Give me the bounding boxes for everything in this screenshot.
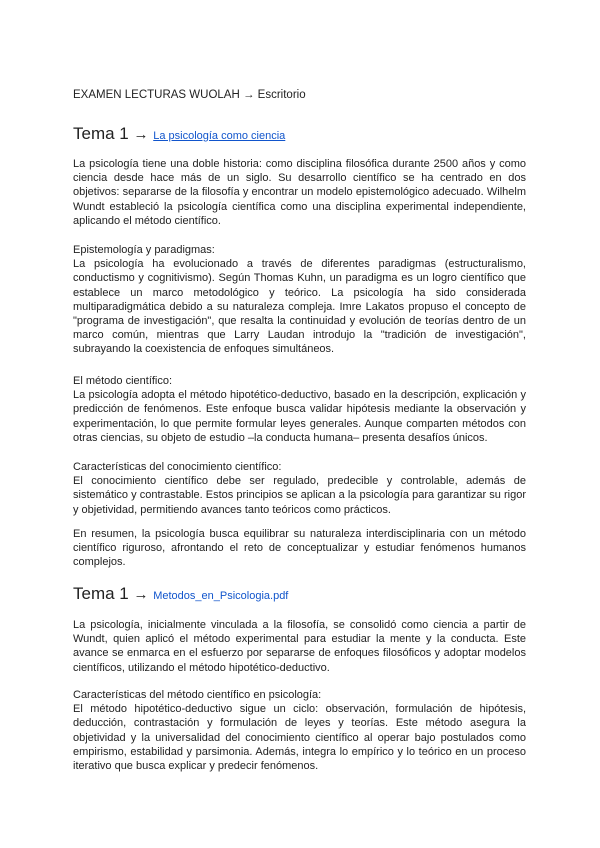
section2-caracteristicas-text: El método hipotético-deductivo sigue un ciclo: observación, formulación de hipótesis, deducción, contrastación y formulación de leyes y teorías. Este método asegura la objetividad y la universalidad del conocimiento científico al operar bajo postulados como empirismo, estabilidad y parsimonia. Además, integra lo empírico y lo teórico en un proceso iterativo que busca explicar y predecir fenómenos. <box>73 703 526 773</box>
section1-tema-label: Tema 1 <box>73 124 129 143</box>
epistemologia-text: La psicología ha evolucionado a través de diferentes paradigmas (estructuralismo, conductismo y cognitivismo). Según Thomas Kuhn, un paradigma es un logro científico que establece un marco metodológico y teórico. La psicología ha sido considerada multiparadigmática debido a su naturaleza compleja. Imre Lakatos propuso el concepto de "programa de investigación", que resalta la continuidad y evolución de teorías dentro de un marco común, mientras que Larry Laudan introdujo la "tradición de investigación", subrayando la coexistencia de enfoques simultáneos. <box>73 258 526 356</box>
section1-arrow: → <box>133 126 149 143</box>
section1-epistemologia <box>73 243 526 357</box>
section2-heading <box>73 584 288 604</box>
section1-resumen: En resumen, la psicología busca equilibrar su naturaleza interdisciplinaria con un método científico riguroso, afrontando el reto de conceptualizar y estudiar fenómenos humanos complejos. <box>73 528 526 569</box>
section2-link[interactable]: Metodos_en_Psicologia.pdf <box>153 590 289 602</box>
section1-metodo <box>73 374 526 445</box>
section1-heading <box>73 124 285 144</box>
section2-tema-label: Tema 1 <box>73 584 129 603</box>
caracteristicas-text: El conocimiento científico debe ser regulado, predecible y controlable, además de sistemático y contrastable. Estos principios se aplican a la psicología para garantizar su rigor y objetividad, permitiendo avances tanto teóricos como prácticos. <box>73 475 526 516</box>
section2-intro: La psicología, inicialmente vinculada a la filosofía, se consolidó como ciencia a partir de Wundt, quien aplicó el método experimental para estudiar la mente y la conducta. Este avance se enmarca en el esfuerzo por separarse de enfoques filosóficos y adoptar modelos científicos, utilizando el método hipotético-deductivo. <box>73 619 526 674</box>
metodo-heading: El método científico: <box>73 375 173 387</box>
metodo-text: La psicología adopta el método hipotético-deductivo, basado en la descripción, explicación y predicción de fenómenos. Este enfoque busca validar hipótesis mediante la observación y experimentación, lo que permite formular leyes generales. Aunque comparten métodos con otras ciencias, su objeto de estudio –la conducta humana– presenta desafíos únicos. <box>73 389 526 444</box>
document-title: EXAMEN LECTURAS WUOLAH → Escritorio <box>73 89 306 101</box>
section1-link[interactable]: La psicología como ciencia <box>153 130 286 142</box>
section2-caracteristicas-heading: Características del método científico en psicología: <box>73 689 322 701</box>
section1-caracteristicas <box>73 460 526 517</box>
section1-intro: La psicología tiene una doble historia: como disciplina filosófica durante 2500 años y como ciencia desde hace más de un siglo. Su desarrollo científico se ha centrado en dos objetivos: separarse de la filosofía y encontrar un modelo epistemológico adecuado. Wilhelm Wundt estableció la psicología científica como una disciplina experimental independiente, aplicando el método científico. <box>73 158 526 227</box>
section2-caracteristicas <box>73 688 526 773</box>
section2-arrow: → <box>133 586 149 603</box>
caracteristicas-heading: Características del conocimiento científico: <box>73 461 282 473</box>
epistemologia-heading: Epistemología y paradigmas: <box>73 244 215 256</box>
